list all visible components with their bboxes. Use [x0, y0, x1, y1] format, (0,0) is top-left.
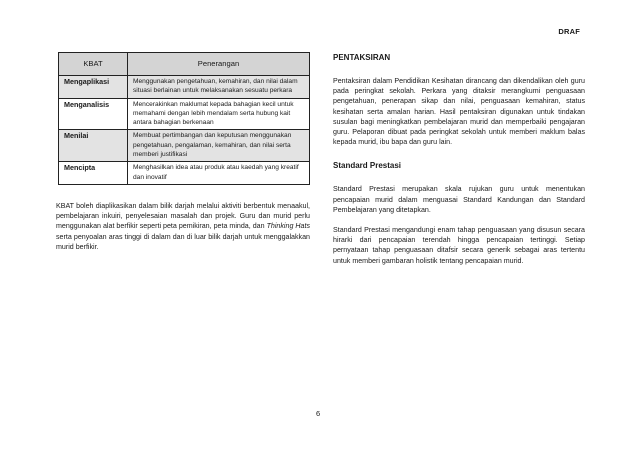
kbat-paragraph-text-end: serta penyoalan aras tinggi di dalam dan di luar bilik darjah untuk menggalakkan murid berfikir. [56, 232, 310, 251]
kbat-term: Menilai [59, 130, 128, 162]
kbat-description: Membuat pertimbangan dan keputusan menggunakan pengetahuan, pengalaman, kemahiran, dan nilai serta memberi justifikasi [128, 130, 310, 162]
standard-prestasi-paragraph: Standard Prestasi merupakan skala rujukan guru untuk menentukan pencapaian murid dalam menguasai Standard Kandungan dan Standard Pembelajaran yang ditetapkan. [333, 185, 585, 214]
standard-prestasi-paragraph: Standard Prestasi mengandungi enam tahap penguasaan yang disusun secara hirarki dari pencapaian terendah hingga pencapaian tertinggi. Setiap pernyataan tahap penguasaan ditafsir secara generik sebagai aras tertentu untuk memberi gambaran holistik tentang pencapaian murid. [333, 226, 585, 265]
kbat-paragraph [56, 201, 310, 252]
table-row [59, 98, 310, 130]
draft-label: DRAF [558, 27, 580, 36]
column-header-penerangan: Penerangan [128, 53, 310, 76]
table-row [59, 130, 310, 162]
kbat-term: Mencipta [59, 162, 128, 185]
table-header-row [59, 53, 310, 76]
pentaksiran-paragraph: Pentaksiran dalam Pendidikan Kesihatan dirancang dan dikendalikan oleh guru pada peringkat sekolah. Perkara yang ditaksir merangkumi penguasaan pengetahuan, penerapan sikap dan nilai, penguasaan kemahiran, status kesihatan serta amalan harian. Hasil pentaksiran digunakan untuk tindakan susulan bagi meningkatkan pembelajaran murid dan memperbaiki pengajaran guru. Pelaporan dibuat pada peringkat sekolah untuk memberi maklum balas kepada murid, ibu bapa dan guru lain. [333, 77, 585, 147]
thinking-hats-term: Thinking Hats [266, 222, 310, 231]
kbat-term: Menganalisis [59, 98, 128, 130]
section-heading-pentaksiran: PENTAKSIRAN [333, 53, 391, 62]
column-header-kbat: KBAT [59, 53, 128, 76]
right-column [333, 53, 585, 266]
kbat-table [58, 52, 310, 185]
table-row [59, 76, 310, 99]
left-column [56, 52, 312, 259]
kbat-paragraph-text: KBAT boleh diaplikasikan dalam bilik darjah melalui aktiviti berbentuk menaakul, pembelajaran inkuiri, penyelesaian masalah dan projek. Guru dan murid perlu menggunakan alat berfikir seperti peta pemikiran, peta minda, dan [56, 201, 310, 231]
section-heading-standard-prestasi: Standard Prestasi [333, 161, 402, 171]
kbat-description: Menghasilkan idea atau produk atau kaedah yang kreatif dan inovatif [128, 162, 310, 185]
table-row [59, 162, 310, 185]
kbat-description: Menggunakan pengetahuan, kemahiran, dan nilai dalam situasi berlainan untuk melaksanakan sesuatu perkara [128, 76, 310, 99]
page-number: 6 [316, 409, 321, 418]
kbat-term: Mengaplikasi [59, 76, 128, 99]
kbat-description: Mencerakinkan maklumat kepada bahagian kecil untuk memahami dengan lebih mendalam serta hubung kait antara bahagian berkenaan [128, 98, 310, 130]
